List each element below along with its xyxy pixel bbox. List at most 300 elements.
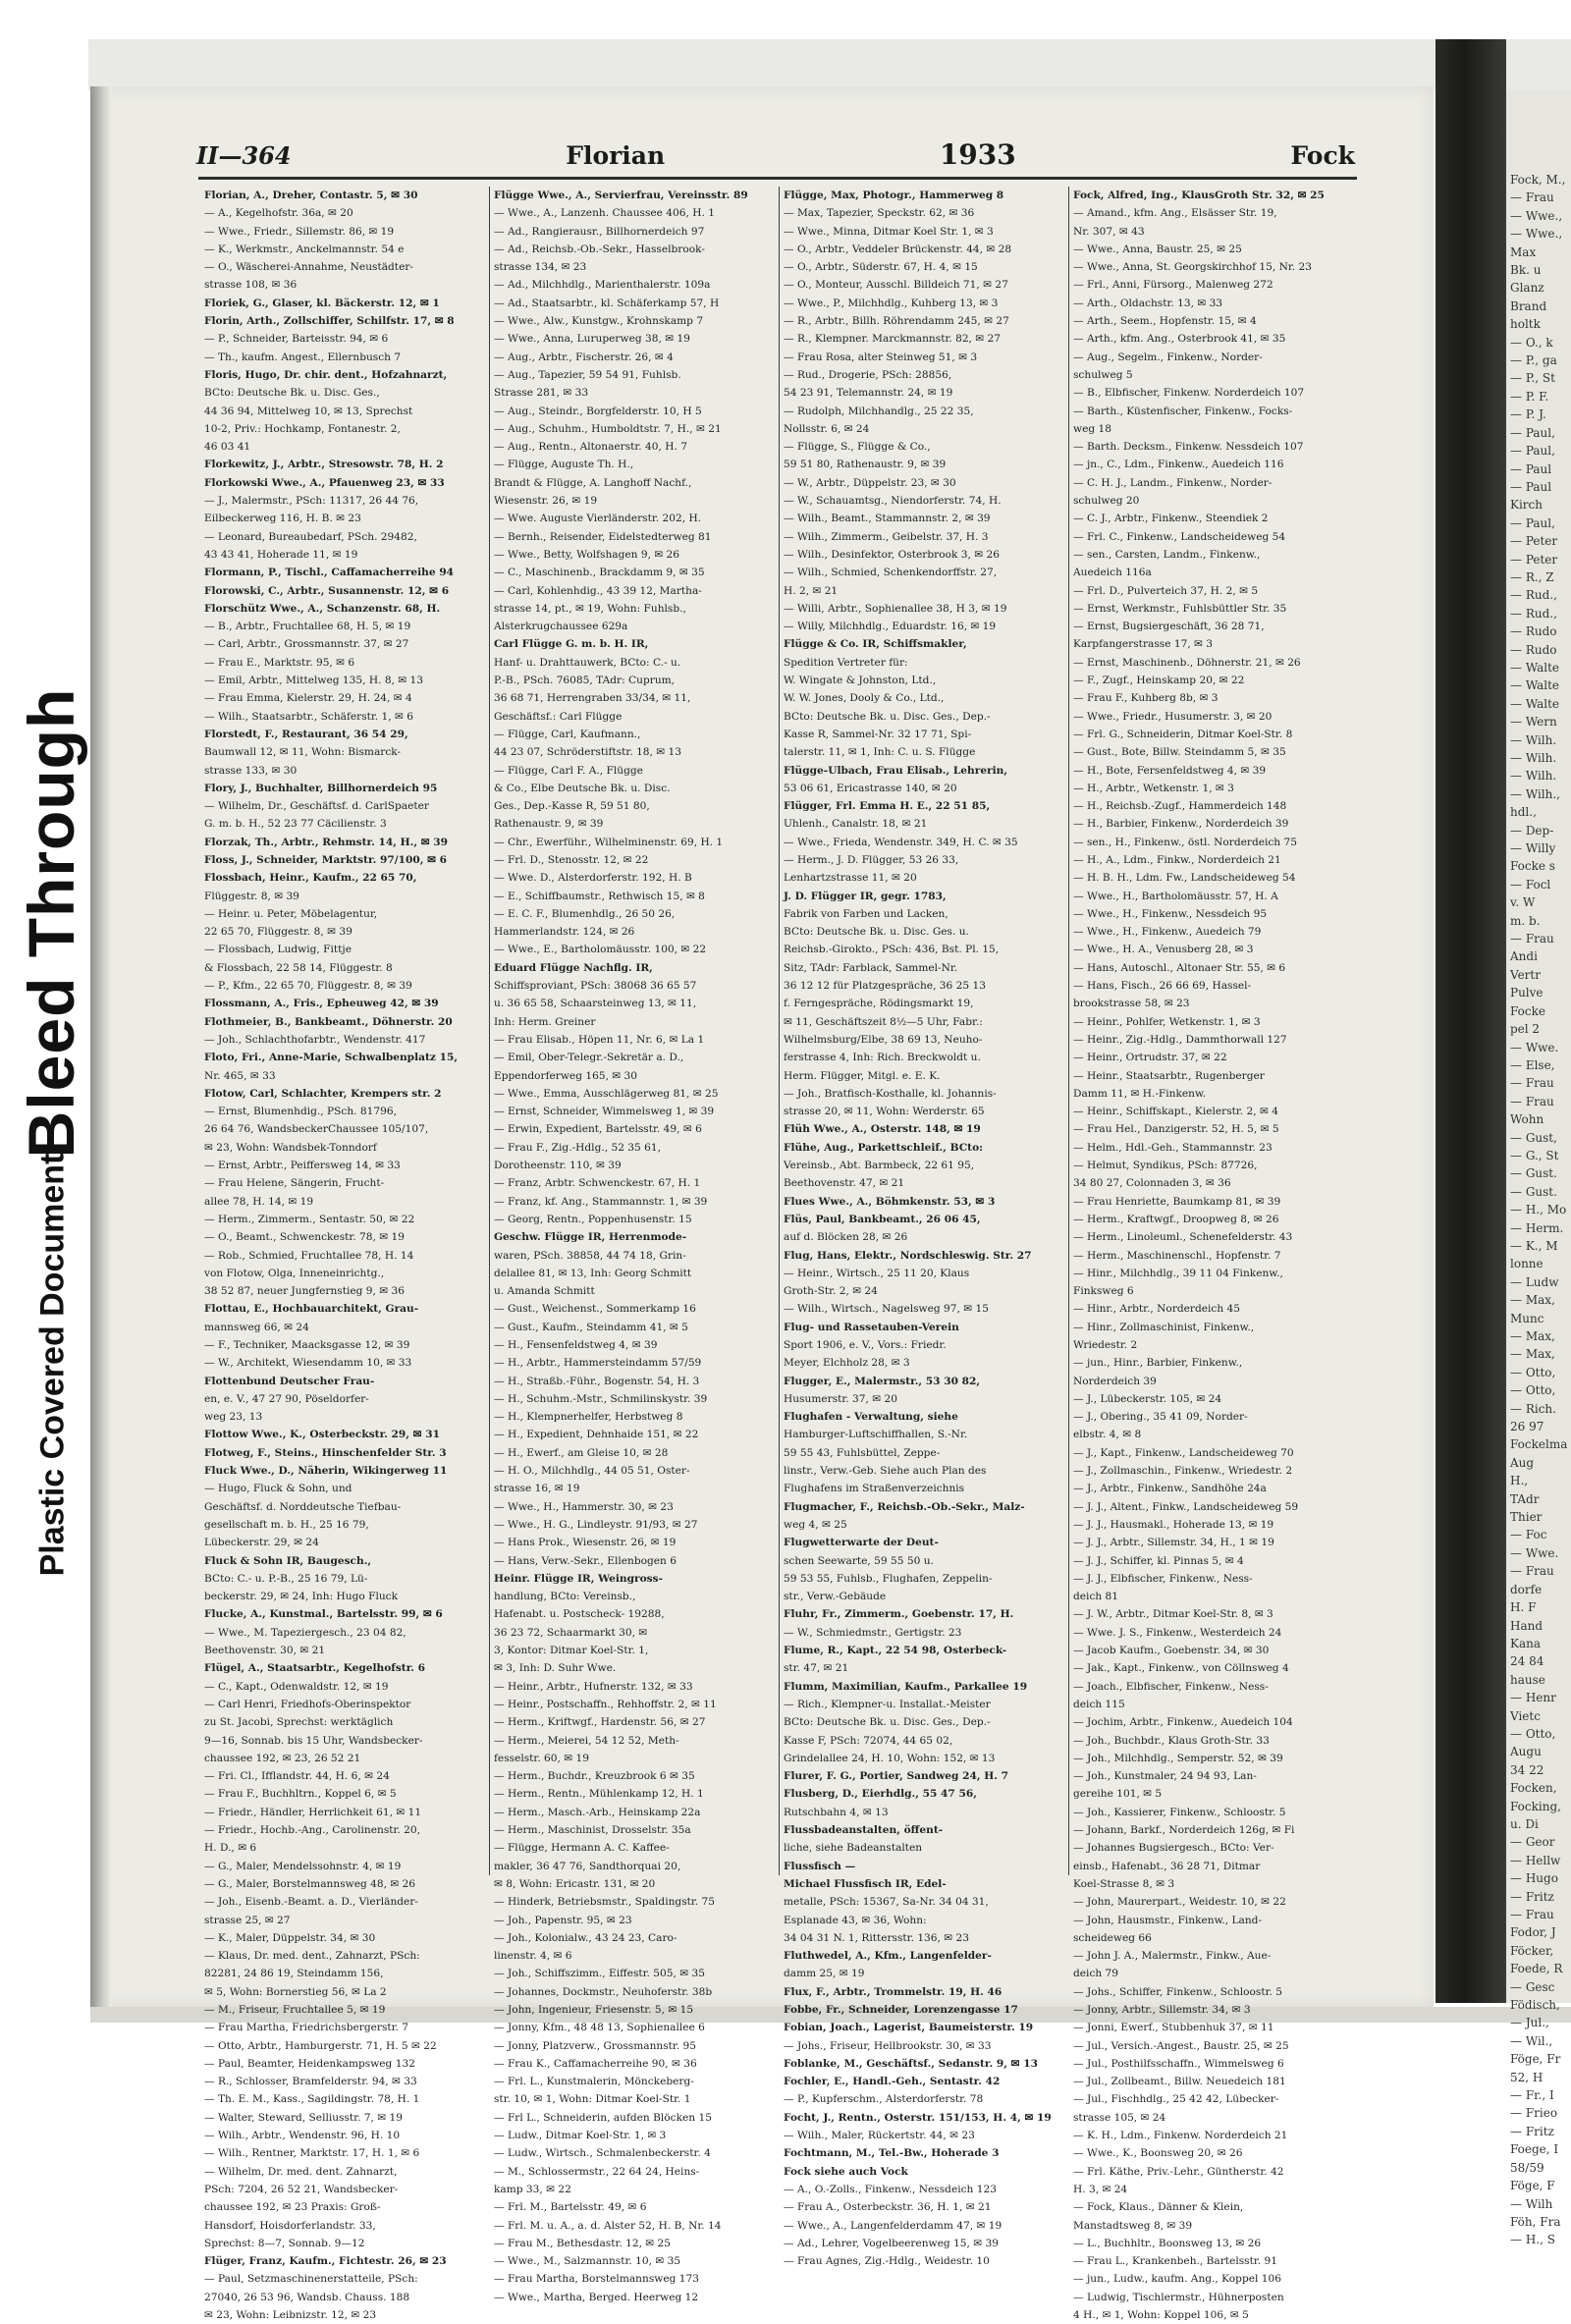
directory-entry: Flusberg, D., Eierhdlg., 55 47 56, [784, 1788, 977, 1801]
directory-entry: Hafenabt. u. Postscheck- 19288, [494, 1608, 665, 1621]
directory-entry: — Wwe., A., Lanzenh. Chaussee 406, H. 1 [494, 207, 715, 220]
directory-entry: — Joh., Schlachthofarbtr., Wendenstr. 417 [204, 1033, 426, 1046]
directory-entry: — W., Schmiedmstr., Gertigstr. 23 [784, 1626, 962, 1639]
directory-entry: Karpfangerstrasse 17, ✉ 3 [1073, 638, 1214, 651]
directory-entry: — Johannes Bugsiergesch., BCto: Ver- [1073, 1842, 1274, 1855]
directory-entry: — Flügge, Carl, Kaufmann., [494, 728, 641, 740]
directory-entry: Flotow, Carl, Schlachter, Krempers str. 2 [204, 1087, 442, 1100]
directory-entry: u. 36 65 58, Schaarsteinweg 13, ✉ 11, [494, 998, 697, 1010]
directory-entry: — Fock, Klaus., Dänner & Klein, [1073, 2201, 1244, 2214]
directory-entry: — Friedr., Hochb.-Ang., Carolinenstr. 20, [204, 1824, 421, 1837]
next-page-entry: — Gust. [1510, 1184, 1557, 1199]
directory-entry: — Ad., Milchhdlg., Marienthalerstr. 109a [494, 279, 711, 292]
directory-entry: — J., Obering., 35 41 09, Norder- [1073, 1411, 1248, 1424]
next-page-entry: pel 2 [1510, 1022, 1541, 1037]
directory-entry: — Herm., Linoleuml., Schenefelderstr. 43 [1073, 1231, 1293, 1244]
directory-entry: — Helm., Hdl.-Geh., Stammannstr. 23 [1073, 1141, 1273, 1154]
directory-entry: — H. B. H., Ldm. Fw., Landscheideweg 54 [1073, 872, 1296, 885]
directory-entry: — J. W., Arbtr., Ditmar Koel-Str. 8, ✉ 3 [1073, 1608, 1273, 1621]
directory-entry: — J. J., Elbfischer, Finkenw., Ness- [1073, 1572, 1253, 1585]
next-page-entry: — Else, [1510, 1057, 1555, 1072]
next-page-entry: — Herm. [1510, 1220, 1564, 1235]
directory-entry: — Aug., Segelm., Finkenw., Norder- [1073, 351, 1263, 363]
directory-entry: — Herm., Maschinenschl., Hopfenstr. 7 [1073, 1249, 1281, 1262]
directory-year: 1933 [939, 138, 1016, 171]
directory-entry: 38 52 87, neuer Jungfernstieg 9, ✉ 36 [204, 1285, 405, 1298]
directory-entry: — Jul., Posthilfsschaffn., Wimmelsweg 6 [1073, 2057, 1284, 2070]
directory-entry: scheideweg 66 [1073, 1931, 1152, 1944]
directory-entry: — jun., Hinr., Barbier, Finkenw., [1073, 1357, 1243, 1370]
directory-entry: — Jul., Zollbeamt., Billw. Neuedeich 181 [1073, 2076, 1286, 2088]
directory-entry: — Walter, Steward, Selliusstr. 7, ✉ 19 [204, 2111, 404, 2124]
directory-entry: — Ad., Reichsb.-Ob.-Sekr., Hasselbrook- [494, 243, 705, 255]
plastic-covered-label: Plastic Covered Document [33, 1153, 72, 1577]
directory-entry: — Ernst, Blumenhdig., PSch. 81796, [204, 1106, 397, 1118]
directory-entry: — P., Kfm., 22 65 70, Flüggestr. 8, ✉ 39 [204, 980, 412, 993]
directory-entry: Flottau, E., Hochbauarchitekt, Grau- [204, 1303, 419, 1316]
directory-entry: — Herm., J. D. Flügger, 53 26 33, [784, 853, 959, 866]
next-page-entry: — Walte [1510, 696, 1560, 711]
next-page-entry: — Frau [1510, 190, 1554, 205]
directory-entry: — Frau Agnes, Zig.-Hdlg., Weidestr. 10 [784, 2255, 990, 2268]
next-page-entry: Andi [1510, 949, 1538, 964]
directory-entry: — Frau Martha, Friedrichsbergerstr. 7 [204, 2022, 409, 2034]
directory-entry: liche, siehe Badeanstalten [784, 1842, 923, 1855]
directory-entry: Brandt & Flügge, A. Langhoff Nachf., [494, 476, 692, 489]
directory-entry: strasse 108, ✉ 36 [204, 279, 298, 292]
directory-entry: — Rudolph, Milchhandlg., 25 22 35, [784, 405, 974, 417]
directory-entry: schen Seewarte, 59 55 50 u. [784, 1554, 934, 1567]
directory-entry: Dorotheenstr. 110, ✉ 39 [494, 1160, 622, 1172]
directory-entry: — Wwe., E., Bartholomäusstr. 100, ✉ 22 [494, 944, 707, 956]
next-page-entry: dorfe [1510, 1582, 1543, 1596]
directory-entry: — Aug., Arbtr., Fischerstr. 26, ✉ 4 [494, 351, 674, 363]
directory-entry: — Frau Helene, Sängerin, Frucht- [204, 1177, 385, 1190]
directory-entry: — Paul, Beamter, Heidenkampsweg 132 [204, 2057, 415, 2070]
directory-entry: & Co., Elbe Deutsche Bk. u. Disc. [494, 782, 671, 794]
directory-entry: Sport 1906, e. V., Vors.: Friedr. [784, 1339, 947, 1351]
directory-entry: — Joh., Bratfisch-Kosthalle, kl. Johannis- [784, 1087, 997, 1100]
directory-entry: Groth-Str. 2, ✉ 24 [784, 1285, 878, 1298]
directory-entry: Fluck Wwe., D., Näherin, Wikingerweg 11 [204, 1465, 448, 1478]
directory-entry: Carl Flügge G. m. b. H. IR, [494, 638, 649, 651]
directory-entry: fesselstr. 60, ✉ 19 [494, 1752, 589, 1764]
directory-entry: — J., Zollmaschin., Finkenw., Wriedestr. 2 [1073, 1465, 1293, 1478]
directory-entry: — Frl. Käthe, Priv.-Lehr., Güntherstr. 42 [1073, 2165, 1284, 2178]
directory-entry: — Wwe. J. S., Finkenw., Westerdeich 24 [1073, 1626, 1282, 1639]
directory-entry: Flügge-Ulbach, Frau Elisab., Lehrerin, [784, 764, 1008, 777]
directory-entry: — F., Techniker, Maacksgasse 12, ✉ 39 [204, 1339, 410, 1351]
next-page-entry: hause [1510, 1672, 1545, 1687]
directory-entry: Beethovenstr. 47, ✉ 21 [784, 1177, 905, 1190]
next-page-entry: — Ludw [1510, 1274, 1559, 1289]
directory-entry: — Flügge, Carl F. A., Flügge [494, 764, 643, 777]
directory-entry: 43 43 41, Hoherade 11, ✉ 19 [204, 548, 358, 561]
directory-entry: Fluthwedel, A., Kfm., Langenfelder- [784, 1950, 992, 1963]
next-page-entry: — Otto, [1510, 1365, 1556, 1379]
directory-entry: deich 115 [1073, 1698, 1125, 1710]
directory-entry: — Heinr., Staatsarbtr., Rugenberger [1073, 1069, 1265, 1082]
next-page-entry: — H., Mo [1510, 1203, 1567, 1217]
next-page-entry: — Rich. [1510, 1401, 1556, 1416]
directory-entry: — Ad., Rangierausr., Billhornerdeich 97 [494, 225, 705, 238]
directory-column-4 [1069, 187, 1359, 2322]
next-page-entry: Vietc [1510, 1708, 1541, 1723]
directory-entry: — Ernst, Arbtr., Peiffersweg 14, ✉ 33 [204, 1160, 401, 1172]
directory-entry: — Wwe., H., Finkenw., Auedeich 79 [1073, 926, 1262, 939]
next-page-entry: — Walte [1510, 660, 1560, 675]
directory-entry: — John, Hausmstr., Finkenw., Land- [1073, 1914, 1263, 1926]
directory-entry: weg 23, 13 [204, 1411, 263, 1424]
directory-entry: — R., Arbtr., Billh. Röhrendamm 245, ✉ 27 [784, 315, 1009, 328]
directory-entry: delallee 81, ✉ 13, Inh: Georg Schmitt [494, 1267, 692, 1279]
next-page-entry: Kana [1510, 1636, 1542, 1650]
directory-entry: — Hugo, Fluck & Sohn, und [204, 1483, 352, 1495]
directory-entry: — H., Arbtr., Wetkenstr. 1, ✉ 3 [1073, 782, 1234, 794]
directory-entry: deich 79 [1073, 1968, 1119, 1980]
directory-entry: — Arth., kfm. Ang., Osterbrook 41, ✉ 35 [1073, 333, 1286, 346]
directory-entry: — O., Arbtr., Veddeler Brückenstr. 44, ✉ 28 [784, 243, 1012, 255]
directory-entry: — Max, Tapezier, Speckstr. 62, ✉ 36 [784, 207, 975, 220]
directory-entry: — Ernst, Schneider, Wimmelsweg 1, ✉ 39 [494, 1106, 715, 1118]
directory-entry: Herm. Flügger, Mitgl. e. E. K. [784, 1069, 941, 1082]
directory-entry: — Herm., Kraftwgf., Droopweg 8, ✉ 26 [1073, 1213, 1279, 1225]
directory-entry: makler, 36 47 76, Sandthorquai 20, [494, 1860, 681, 1872]
next-page-entry: — Fritz [1510, 1889, 1554, 1904]
directory-entry: — Heinr., Ortrudstr. 37, ✉ 22 [1073, 1052, 1227, 1064]
directory-entry: — Herm., Maschinist, Drosselstr. 35a [494, 1824, 691, 1837]
directory-entry: 4 H., ✉ 1, Wohn: Koppel 106, ✉ 5 [1073, 2309, 1249, 2322]
directory-entry: Flügge Wwe., A., Servierfrau, Vereinsstr. 89 [494, 189, 748, 201]
directory-entry: Fock siehe auch Vock [784, 2165, 908, 2178]
directory-entry: ✉ 8, Wohn: Ericastr. 131, ✉ 20 [494, 1877, 656, 1890]
next-page-entry: m. b. [1510, 913, 1541, 928]
header-rule [198, 177, 1357, 180]
directory-entry: Flucke, A., Kunstmal., Bartelsstr. 99, ✉ 6 [204, 1608, 443, 1621]
next-page-entry: H., [1510, 1474, 1529, 1488]
directory-entry: H. 2, ✉ 21 [784, 584, 839, 597]
directory-entry: waren, PSch. 38858, 44 74 18, Grin- [494, 1249, 686, 1262]
directory-entry: — Arth., Oldachstr. 13, ✉ 33 [1073, 297, 1223, 309]
directory-entry: — Gust., Weichenst., Sommerkamp 16 [494, 1303, 696, 1316]
directory-entry: kamp 33, ✉ 22 [494, 2183, 571, 2195]
next-page-entry: — Frau [1510, 1094, 1554, 1108]
directory-entry: 36 23 72, Schaarmarkt 30, ✉ [494, 1626, 648, 1639]
directory-entry: — Paul, Setzmaschinenerstatteile, PSch: [204, 2273, 418, 2286]
directory-entry: 53 06 61, Ericastrasse 140, ✉ 20 [784, 782, 957, 794]
directory-entry: — Friedr., Händler, Herrlichkeit 61, ✉ 11 [204, 1806, 422, 1818]
next-page-entry: — P. F. [1510, 389, 1549, 404]
directory-entry: Focht, J., Rentn., Osterstr. 151/153, H. 4, ✉ 19 [784, 2111, 1052, 2124]
directory-entry: — Wilh., Wirtsch., Nagelsweg 97, ✉ 15 [784, 1303, 989, 1316]
next-page-entry: Vertr [1510, 967, 1541, 982]
directory-entry: — Heinr., Zig.-Hdlg., Dammthorwall 127 [1073, 1033, 1287, 1046]
next-page-entry: — Paul, [1510, 515, 1555, 530]
directory-entry: Eppendorferweg 165, ✉ 30 [494, 1069, 638, 1082]
directory-entry: — Frau F., Zig.-Hdlg., 52 35 61, [494, 1141, 661, 1154]
directory-entry: — Carl Henri, Friedhofs-Oberinspektor [204, 1698, 411, 1710]
directory-entry: Florkewitz, J., Arbtr., Stresowstr. 78, H. 2 [204, 459, 444, 471]
next-page-entry: Pulve [1510, 986, 1544, 1000]
directory-entry: — H., Arbtr., Hammersteindamm 57/59 [494, 1357, 702, 1370]
directory-entry: Auedeich 116a [1073, 567, 1152, 579]
directory-entry: — Ernst, Maschinenb., Döhnerstr. 21, ✉ 26 [1073, 656, 1301, 669]
directory-entry: Flüh Wwe., A., Osterstr. 148, ✉ 19 [784, 1123, 981, 1136]
directory-entry: talerstr. 11, ✉ 1, Inh: C. u. S. Flügge [784, 746, 976, 759]
directory-entry: Floriek, G., Glaser, kl. Bäckerstr. 12, ✉ 1 [204, 297, 440, 309]
directory-entry: — O., Beamt., Schwenckestr. 78, ✉ 19 [204, 1231, 405, 1244]
directory-entry: Alsterkrugchaussee 629a [494, 621, 628, 633]
directory-entry: — Willy, Milchhdlg., Eduardstr. 16, ✉ 19 [784, 621, 997, 633]
directory-entry: — H., Ewerf., am Gleise 10, ✉ 28 [494, 1446, 669, 1459]
directory-entry: — Flügge, S., Flügge & Co., [784, 441, 931, 454]
next-page-entry: Focking, [1510, 1799, 1561, 1813]
next-page-entry: — Wilh [1510, 2196, 1553, 2211]
directory-entry: allee 78, H. 14, ✉ 19 [204, 1195, 314, 1208]
next-page-entries [1506, 90, 1571, 2249]
directory-entry: — O., Arbtr., Süderstr. 67, H. 4, ✉ 15 [784, 261, 978, 274]
directory-entry: — E. C. F., Blumenhdlg., 26 50 26, [494, 907, 676, 920]
directory-entry: — Georg, Rentn., Poppenhusenstr. 15 [494, 1213, 692, 1225]
directory-entry: — Ludw., Ditmar Koel-Str. 1, ✉ 3 [494, 2130, 667, 2142]
directory-entry: — Jochim, Arbtr., Finkenw., Auedeich 104 [1073, 1716, 1293, 1729]
directory-entry: Sitz, TAdr: Farblack, Sammel-Nr. [784, 961, 958, 974]
directory-entry: — B., Elbfischer, Finkenw. Norderdeich 107 [1073, 387, 1305, 400]
directory-entry: Manstadtsweg 8, ✉ 39 [1073, 2219, 1193, 2232]
directory-entry: — Heinr., Pohlfer, Wetkenstr. 1, ✉ 3 [1073, 1015, 1261, 1028]
directory-entry: 27040, 26 53 96, Wandsb. Chauss. 188 [204, 2291, 410, 2303]
directory-entry: Flothmeier, B., Bankbeamt., Döhnerstr. 20 [204, 1015, 453, 1028]
right-headword: Fock [1290, 141, 1355, 170]
directory-entry: Flux, F., Arbtr., Trommelstr. 19, H. 46 [784, 1985, 1002, 1998]
directory-entry: 46 03 41 [204, 441, 251, 454]
next-page-entry: Brand [1510, 298, 1547, 313]
directory-entry: — Wwe., Frieda, Wendenstr. 349, H. C. ✉ 35 [784, 836, 1018, 848]
directory-entry: 34 04 31 N. 1, Rittersstr. 136, ✉ 23 [784, 1931, 970, 1944]
directory-entry: Fochtmann, M., Tel.-Bw., Hoherade 3 [784, 2147, 1000, 2160]
next-page-entry: — Paul [1510, 479, 1552, 494]
next-page-entry: Fock, M., [1510, 173, 1566, 187]
directory-entry: — John J. A., Malermstr., Finkw., Aue- [1073, 1950, 1272, 1963]
directory-entry: ✉ 23, Wohn: Wandsbek-Tonndorf [204, 1141, 377, 1154]
next-page-entry: Focken, [1510, 1781, 1557, 1796]
directory-entry: 36 68 71, Herrengraben 33/34, ✉ 11, [494, 692, 691, 705]
directory-entry: — Frau Henriette, Baumkamp 81, ✉ 39 [1073, 1195, 1281, 1208]
directory-entry: Flurer, F. G., Portier, Sandweg 24, H. 7 [784, 1770, 1008, 1783]
directory-entry: — Hinderk, Betriebsmstr., Spaldingstr. 75 [494, 1896, 715, 1909]
directory-entry: Eilbeckerweg 116, H. B. ✉ 23 [204, 513, 361, 525]
next-page-entry: Föcker, [1510, 1943, 1554, 1958]
directory-entry: Meyer, Elchholz 28, ✉ 3 [784, 1357, 910, 1370]
directory-entry: Esplanade 43, ✉ 36, Wohn: [784, 1914, 927, 1926]
directory-entry: Kasse F, PSch: 72074, 44 65 02, [784, 1734, 953, 1747]
directory-entry: Rutschbahn 4, ✉ 13 [784, 1806, 889, 1818]
directory-entry: — Heinr., Wirtsch., 25 11 20, Klaus [784, 1267, 970, 1279]
next-page-entry: — K., M [1510, 1238, 1558, 1253]
directory-entry: gesellschaft m. b. H., 25 16 79, [204, 1518, 369, 1531]
directory-entry: Flughafens im Straßenverzeichnis [784, 1483, 965, 1495]
directory-entry: — Wwe., Friedr., Sillemstr. 86, ✉ 19 [204, 225, 395, 238]
directory-entry: — Hinr., Arbtr., Norderdeich 45 [1073, 1303, 1241, 1316]
directory-entry: — W., Arbtr., Düppelstr. 23, ✉ 30 [784, 476, 956, 489]
next-page-entry: Födisch, [1510, 1998, 1560, 2013]
directory-entry: Wilhelmsburg/Elbe, 38 69 13, Neuho- [784, 1033, 983, 1046]
directory-entry: — L., Buchhltr., Boonsweg 13, ✉ 26 [1073, 2237, 1262, 2249]
directory-entry: weg 4, ✉ 25 [784, 1518, 847, 1531]
directory-entry: — Wwe., Martha, Berged. Heerweg 12 [494, 2291, 699, 2303]
next-page-entry: Fockelma [1510, 1437, 1568, 1452]
directory-entry: — Frau Emma, Kielerstr. 29, H. 24, ✉ 4 [204, 692, 412, 705]
directory-entry: — J. J., Altent., Finkw., Landscheideweg 59 [1073, 1500, 1299, 1513]
directory-entry: von Flotow, Olga, Inneneinrichtg., [204, 1267, 385, 1279]
directory-entry: — Johann, Barkf., Norderdeich 126g, ✉ Fi [1073, 1824, 1295, 1837]
directory-entry: Husumerstr. 37, ✉ 20 [784, 1392, 897, 1405]
directory-entry: — jun., Ludw., kaufm. Ang., Koppel 106 [1073, 2273, 1281, 2286]
directory-entry: — J., Kapt., Finkenw., Landscheideweg 70 [1073, 1446, 1294, 1459]
directory-entry: elbstr. 4, ✉ 8 [1073, 1429, 1142, 1441]
directory-entry: 82281, 24 86 19, Steindamm 156, [204, 1968, 384, 1980]
directory-entry: Flossbach, Heinr., Kaufm., 22 65 70, [204, 872, 417, 885]
directory-entry: — Rud., Drogerie, PSch: 28856, [784, 368, 952, 381]
next-page-entry: — Wwe. [1510, 1040, 1559, 1054]
directory-entry: gereihe 101, ✉ 5 [1073, 1788, 1163, 1801]
directory-entry: — Heinr., Postschaffn., Rehhoffstr. 2, ✉ 11 [494, 1698, 717, 1710]
directory-entry: Nr. 465, ✉ 33 [204, 1069, 276, 1082]
next-page-entry: — Wwe., [1510, 208, 1563, 223]
directory-entry: — sen., H., Finkenw., östl. Norderdeich 75 [1073, 836, 1297, 848]
directory-entry: — Rob., Schmied, Fruchtallee 78, H. 14 [204, 1249, 414, 1262]
next-page-entry: lonne [1510, 1257, 1544, 1271]
directory-entry: Flume, R., Kapt., 22 54 98, Osterbeck- [784, 1645, 1007, 1657]
directory-entry: — Hinr., Zollmaschinist, Finkenw., [1073, 1321, 1255, 1333]
directory-entry: — Bernh., Reisender, Eidelstedterweg 81 [494, 530, 712, 543]
next-page-entry: — P., ga [1510, 353, 1557, 368]
directory-entry: Flumm, Maximilian, Kaufm., Parkallee 19 [784, 1680, 1028, 1693]
directory-entry: — Wilh., Staatsarbtr., Schäferstr. 1, ✉ 6 [204, 710, 413, 723]
directory-entry: — Jul., Fischhdlg., 25 42 42, Lübecker- [1073, 2093, 1279, 2106]
next-page-entry: Fodor, J [1510, 1925, 1556, 1940]
next-page-entry: v. W [1510, 895, 1536, 910]
next-page-entry: Thier [1510, 1510, 1543, 1525]
directory-entry: H. 3, ✉ 24 [1073, 2183, 1128, 2195]
directory-entry: — Frl. L., Kunstmalerin, Mönckeberg- [494, 2076, 694, 2088]
directory-entry: — Leonard, Bureaubedarf, PSch. 29482, [204, 530, 417, 543]
directory-entry: — H. O., Milchhdlg., 44 05 51, Oster- [494, 1465, 690, 1478]
directory-entry: — Ad., Lehrer, Vogelbeerenweg 15, ✉ 39 [784, 2237, 999, 2249]
next-page-entry: — Willy [1510, 841, 1556, 856]
next-page-entry: — Wilh. [1510, 769, 1557, 784]
next-page-entry: — Jul., [1510, 2016, 1549, 2030]
next-page-entry: — R., Z [1510, 569, 1554, 584]
next-page-entry: — Peter [1510, 534, 1558, 549]
directory-entry: — Ad., Staatsarbtr., kl. Schäferkamp 57, H [494, 297, 720, 309]
directory-entry: Flory, J., Buchhalter, Billhornerdeich 95 [204, 782, 438, 794]
directory-entry: str., Verw.-Gebäude [784, 1591, 887, 1603]
next-page-entry: — Otto, [1510, 1726, 1556, 1741]
directory-entry: — Joach., Elbfischer, Finkenw., Ness- [1073, 1680, 1269, 1693]
directory-entry: 36 12 12 für Platzgespräche, 36 25 13 [784, 980, 986, 993]
directory-entry: — Chr., Ewerführ., Wilhelminenstr. 69, H. 1 [494, 836, 724, 848]
directory-entry: Flughafen - Verwaltung, siehe [784, 1411, 958, 1424]
directory-entry: — O., Wäscherei-Annahme, Neustädter- [204, 261, 413, 274]
directory-entry: — Heinr., Arbtr., Hufnerstr. 132, ✉ 33 [494, 1680, 693, 1693]
directory-entry: Hanf- u. Drahttauwerk, BCto: C.- u. [494, 656, 681, 669]
directory-entry: — Wwe., Emma, Ausschlägerweg 81, ✉ 25 [494, 1087, 719, 1100]
directory-entry: — Wwe., M. Tapeziergesch., 23 04 82, [204, 1626, 406, 1639]
directory-entry: Fobian, Joach., Lagerist, Baumeisterstr. 19 [784, 2022, 1034, 2034]
directory-entry: strasse 133, ✉ 30 [204, 764, 298, 777]
directory-entry: 54 23 91, Telemannstr. 24, ✉ 19 [784, 387, 953, 400]
next-page-entry: — Frau [1510, 1076, 1554, 1091]
directory-entry: strasse 16, ✉ 19 [494, 1483, 580, 1495]
directory-entry: — Wwe., Anna, St. Georgskirchhof 15, Nr. 23 [1073, 261, 1312, 274]
directory-entry: Florian, A., Dreher, Contastr. 5, ✉ 30 [204, 189, 418, 201]
directory-entry: — Jul., Versich.-Angest., Baustr. 25, ✉ 25 [1073, 2039, 1289, 2052]
directory-entry: — Frl. D., Stenosstr. 12, ✉ 22 [494, 853, 649, 866]
directory-entry: — H., Barbier, Finkenw., Norderdeich 39 [1073, 818, 1289, 831]
directory-entry: — Gust., Kaufm., Steindamm 41, ✉ 5 [494, 1321, 688, 1333]
directory-entry: chaussee 192, ✉ 23, 26 52 21 [204, 1752, 361, 1764]
directory-entry: Nollsstr. 6, ✉ 24 [784, 422, 870, 435]
directory-entry: — Ernst, Bugsiergeschäft, 36 28 71, [1073, 621, 1265, 633]
directory-entry: Norderdeich 39 [1073, 1375, 1157, 1387]
directory-entry: — M., Schlossermstr., 22 64 24, Heins- [494, 2165, 700, 2178]
directory-entry: 44 36 94, Mittelweg 10, ✉ 13, Sprechst [204, 405, 413, 417]
directory-entry: ✉ 23, Wohn: Leibnizstr. 12, ✉ 23 [204, 2309, 377, 2322]
next-page-entry: — Paul, [1510, 444, 1555, 459]
next-page-entry: — Wilh. [1510, 751, 1557, 765]
directory-entry: Sprechst: 8—7, Sonnab. 9—12 [204, 2237, 365, 2249]
directory-entry: strasse 20, ✉ 11, Wohn: Werderstr. 65 [784, 1106, 985, 1118]
directory-entry: metalle, PSch: 15367, Sa-Nr. 34 04 31, [784, 1896, 989, 1909]
directory-entry: Finksweg 6 [1073, 1285, 1134, 1298]
directory-entry: schulweg 20 [1073, 495, 1140, 508]
directory-entry: Flotweg, F., Steins., Hinschenfelder Str. 3 [204, 1446, 447, 1459]
next-page-entry: — Max, [1510, 1347, 1555, 1362]
directory-entry: — Wilhelm, Dr., Geschäftsf. d. CarlSpaeter [204, 800, 429, 813]
directory-entry: — Wwe., H., Finkenw., Nessdeich 95 [1073, 907, 1268, 920]
directory-entry: Fabrik von Farben und Lacken, [784, 907, 948, 920]
directory-entry: — Emil, Ober-Telegr.-Sekretär a. D., [494, 1052, 684, 1064]
directory-entry: auf d. Blöcken 28, ✉ 26 [784, 1231, 908, 1244]
directory-entry: G. m. b. H., 52 23 77 Cäcilienstr. 3 [204, 818, 387, 831]
directory-entry: — Frl. G., Schneiderin, Ditmar Koel-Str. 8 [1073, 728, 1293, 740]
directory-entry: Geschw. Flügge IR, Herrenmode- [494, 1231, 687, 1244]
directory-entry: — K., Werkmstr., Anckelmannstr. 54 e [204, 243, 405, 255]
directory-entry: Ges., Dep.-Kasse R, 59 51 80, [494, 800, 650, 813]
directory-entry: — Frau F., Kuhberg 8b, ✉ 3 [1073, 692, 1219, 705]
directory-entry: P.-B., PSch. 76085, TAdr: Cuprum, [494, 675, 676, 687]
next-page-entry: — Gust, [1510, 1130, 1557, 1145]
directory-column-3 [780, 187, 1069, 2268]
directory-entry: Inh: Herm. Greiner [494, 1015, 596, 1028]
directory-entry: 9—16, Sonnab. bis 15 Uhr, Wandsbecker- [204, 1734, 423, 1747]
next-page-entry: — Paul [1510, 461, 1552, 476]
next-page-entry: — P. J. [1510, 407, 1546, 422]
directory-entry: — Herm., Kriftwgf., Hardenstr. 56, ✉ 27 [494, 1716, 706, 1729]
directory-entry: Florschütz Wwe., A., Schanzenstr. 68, H. [204, 602, 441, 615]
directory-entry: — Amand., kfm. Ang., Elsässer Str. 19, [1073, 207, 1277, 220]
next-page-entry: — Frau [1510, 1908, 1554, 1921]
directory-entry: linstr., Verw.-Geb. Siehe auch Plan des [784, 1465, 987, 1478]
directory-entry: — Hans, Verw.-Sekr., Ellenbogen 6 [494, 1554, 677, 1567]
directory-entry: — Wilh., Zimmerm., Geibelstr. 37, H. 3 [784, 530, 989, 543]
directory-entry: — H., Klempnerhelfer, Herbstweg 8 [494, 1411, 683, 1424]
directory-entry: Geschäftsf.: Carl Flügge [494, 710, 623, 723]
directory-entry: — Herm., Rentn., Mühlenkamp 12, H. 1 [494, 1788, 704, 1801]
directory-entry: — Jonni, Ewerf., Stubbenhuk 37, ✉ 11 [1073, 2022, 1274, 2034]
directory-entry: — Flügge, Hermann A. C. Kaffee- [494, 1842, 670, 1855]
